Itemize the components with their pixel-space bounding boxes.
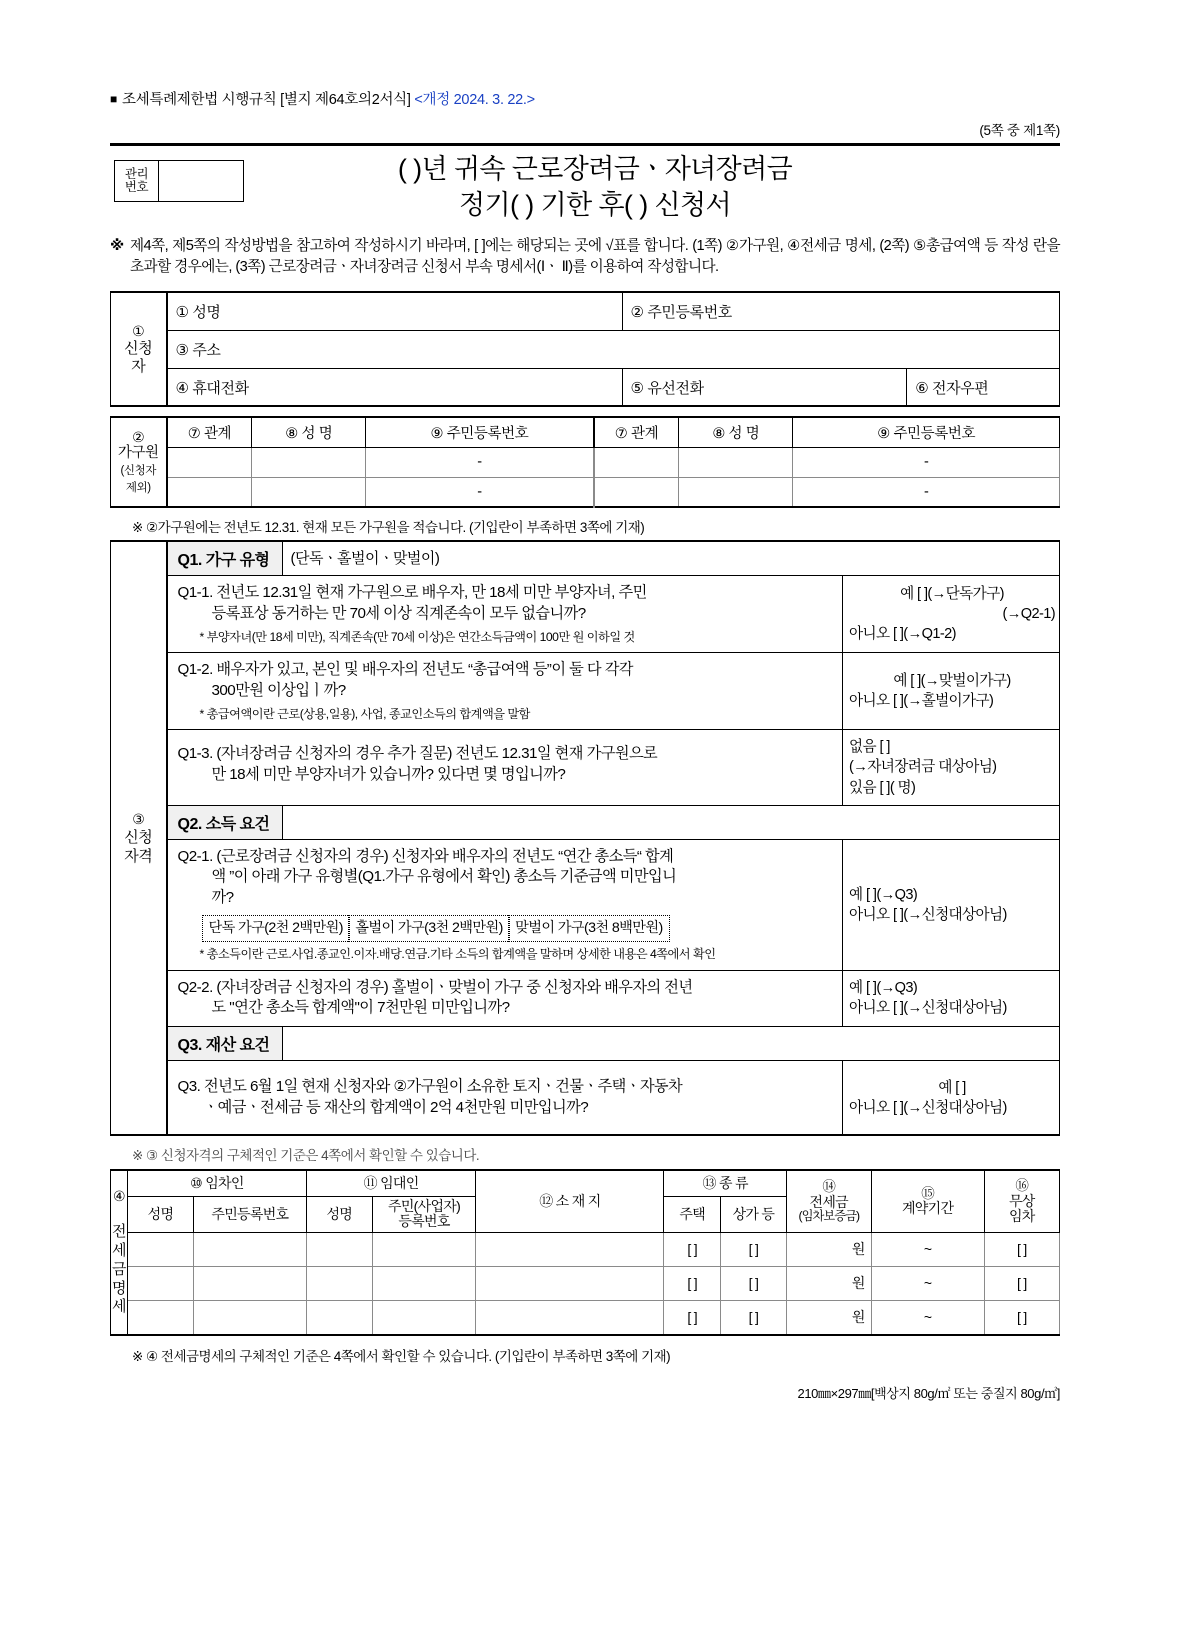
cell-deposit-amount[interactable]: 원 (786, 1267, 871, 1301)
q3-answers[interactable] (843, 1061, 1059, 1134)
q2-2-row (168, 971, 1060, 1027)
header-contract-period (871, 1170, 984, 1232)
applicant-section-label: 신청자 (124, 339, 153, 375)
q1-2-answer-yes[interactable]: 예 [ ](→맞벌이가구) (893, 673, 1011, 690)
header-tenant: ⑩ 임차인 (128, 1170, 307, 1196)
field-email-label: ⑥ 전자우편 (907, 368, 1060, 406)
header-contract-number: ⑮ (921, 1186, 935, 1202)
q1-3-answer-none-note: (→자녀장려금 대상아님) (849, 759, 997, 776)
management-number-input[interactable] (159, 161, 243, 201)
q3-answer-no[interactable]: 아니오 [ ](→신청대상아님) (849, 1099, 1007, 1116)
q1-3-answer-yes[interactable]: 있음 [ ]( 명) (849, 779, 916, 796)
q1-1-answer-yes[interactable]: 예 [ ](→단독가구) (900, 586, 1004, 603)
q2-2-answers[interactable] (843, 971, 1059, 1026)
subheader-shop: 상가 등 (720, 1196, 786, 1232)
header-free-lease (984, 1170, 1059, 1232)
subheader-landlord-name: 성명 (306, 1196, 372, 1232)
q1-1-star: * 부양자녀(만 18세 미만), 직계존속(만 70세 이상)은 연간소득금액이 100만 원 이하일 것 (199, 629, 635, 644)
header-deposit (786, 1170, 871, 1232)
q1-3-answer-none[interactable]: 없음 [ ] (849, 739, 890, 756)
header-landlord: ⑪ 임대인 (306, 1170, 475, 1196)
cell-deposit-amount[interactable]: 원 (786, 1233, 871, 1267)
cell-rrn[interactable]: - (366, 477, 594, 507)
q1-2-line2: 300만원 이상입ㅣ까? (211, 682, 346, 700)
cell-free-lease-check[interactable]: [ ] (984, 1233, 1059, 1267)
q2-2-line2: 도 "연간 총소득 합계액"이 7천만원 미만입니까? (211, 999, 510, 1017)
page-title-line2: 정기( ) 기한 후( ) 신청서 (459, 189, 731, 220)
header-deposit-line1: 전세금 (809, 1193, 848, 1210)
members-section-sub1: (신청자 (120, 465, 157, 478)
paper-specification: 210㎜×297㎜[백상지 80g/㎡ 또는 중질지 80g/㎡] (797, 1385, 1060, 1401)
cell-tenant-rrn[interactable] (193, 1233, 306, 1267)
table-row (111, 477, 1060, 507)
cell-name[interactable] (252, 447, 366, 477)
jeonse-section-number: ④ (112, 1187, 126, 1204)
revision-date: <개정 2024. 3. 22.> (414, 92, 535, 108)
q2-2-answer-no[interactable]: 아니오 [ ](→신청대상아님) (849, 1000, 1007, 1017)
q2-2-text (168, 971, 844, 1026)
cell-name[interactable] (679, 447, 793, 477)
q2-1-row (168, 840, 1060, 971)
cell-contract-period[interactable]: ~ (871, 1301, 984, 1335)
subheader-bizno-line1: 주민(사업자) (388, 1197, 461, 1214)
cell-relation[interactable] (594, 477, 679, 507)
q1-3-text (168, 730, 844, 804)
cell-name[interactable] (252, 477, 366, 507)
header-free-lease-line2: 임차 (1008, 1208, 1035, 1225)
q2-2-answer-yes[interactable]: 예 [ ](→Q3) (849, 980, 918, 997)
cell-free-lease-check[interactable]: [ ] (984, 1301, 1059, 1335)
q3-answer-yes[interactable]: 예 [ ] (938, 1079, 966, 1096)
col-name-2: ⑧ 성 명 (679, 417, 793, 447)
management-number-label (115, 161, 159, 201)
cell-tenant-rrn[interactable] (193, 1301, 306, 1335)
cell-house-check[interactable]: [ ] (664, 1233, 721, 1267)
cell-contract-period[interactable]: ~ (871, 1233, 984, 1267)
q3-line1: Q3. 전년도 6월 1일 현재 신청자와 ②가구원이 소유한 토지ㆍ건물ㆍ주택ㆍ자동차 (177, 1077, 683, 1095)
cell-relation[interactable] (167, 477, 252, 507)
q2-2-line1: Q2-2. (자녀장려금 신청자의 경우) 홀벌이ㆍ맞벌이 가구 중 신청자와 배우자의 전년 (177, 978, 693, 996)
col-relation-1: ⑦ 관계 (167, 417, 252, 447)
cell-rrn[interactable]: - (366, 447, 594, 477)
jeonse-section-label1: 전세금 (112, 1223, 126, 1278)
field-rrn-label: ② 주민등록번호 (622, 292, 1059, 330)
cell-shop-check[interactable]: [ ] (720, 1233, 786, 1267)
col-rrn-2: ⑨ 주민등록번호 (793, 417, 1060, 447)
qualification-content (167, 541, 1060, 1135)
header-contract-label: 계약기간 (901, 1200, 954, 1217)
cell-relation[interactable] (167, 447, 252, 477)
cell-shop-check[interactable]: [ ] (720, 1267, 786, 1301)
table-row (111, 330, 1060, 368)
q3-row (168, 1061, 1060, 1134)
col-rrn-1: ⑨ 주민등록번호 (366, 417, 594, 447)
cell-contract-period[interactable]: ~ (871, 1267, 984, 1301)
q2-1-line3: 까? (211, 889, 234, 907)
title-block (110, 152, 1060, 224)
cell-deposit-amount[interactable]: 원 (786, 1301, 871, 1335)
cell-rrn[interactable]: - (793, 447, 1060, 477)
household-members-table (110, 416, 1060, 508)
cell-tenant-name[interactable] (128, 1301, 194, 1335)
header-location: ⑫ 소 재 지 (476, 1170, 664, 1232)
q1-tag: Q1. 가구 유형 (168, 542, 283, 575)
table-row (111, 1170, 1060, 1196)
field-name-label: ① 성명 (167, 292, 623, 330)
cell-relation[interactable] (594, 447, 679, 477)
notice-text: 제4쪽, 제5쪽의 작성방법을 참고하여 작성하시기 바라며, [ ]에는 해당되는 곳에 √표를 합니다. (1쪽) ②가구원, ④전세금 명세, (2쪽) ⑤총급여액 등 작성 란을 초과할 경우에는, (3쪽) 근로장려금ㆍ자녀장려금 신청서 부속 명세서(Ⅰㆍ Ⅱ)를 이용하여 작성합니다. (130, 238, 1060, 275)
q1-2-row (168, 653, 1060, 730)
q1-2-answers[interactable] (843, 653, 1059, 729)
threshold-dual-earner: 맞벌이 가구(3천 8백만원) (508, 915, 669, 942)
field-mobile-label: ④ 휴대전화 (167, 368, 623, 406)
subheader-landlord-bizno (372, 1196, 476, 1232)
cell-free-lease-check[interactable]: [ ] (984, 1267, 1059, 1301)
q2-1-text (168, 840, 844, 970)
cell-name[interactable] (679, 477, 793, 507)
header-deposit-line2: (임차보증금) (798, 1209, 860, 1224)
qualification-note: ※ ③ 신청자격의 구체적인 기준은 4쪽에서 확인할 수 있습니다. (132, 1148, 480, 1164)
bullet-square-icon: ■ (110, 92, 117, 106)
header-type: ⑬ 종 류 (664, 1170, 786, 1196)
q2-tag: Q2. 소득 요건 (168, 806, 283, 839)
col-relation-2: ⑦ 관계 (594, 417, 679, 447)
jeonse-section-label2: 명세 (112, 1279, 126, 1316)
subheader-bizno-line2: 등록번호 (398, 1213, 450, 1230)
q3-tag-row (168, 1027, 1060, 1061)
q1-1-row (168, 576, 1060, 653)
table-row (111, 541, 1060, 1135)
q2-1-star: * 총소득이란 근로.사업.종교인.이자.배당.연금.기타 소득의 합계액을 말하며 상세한 내용은 4쪽에서 확인 (199, 947, 716, 962)
q2-1-answers[interactable] (843, 840, 1059, 970)
cell-tenant-rrn[interactable] (193, 1267, 306, 1301)
members-section-label: 가구원 (117, 445, 159, 462)
qualification-table (110, 540, 1060, 1136)
q2-1-answer-yes[interactable]: 예 [ ](→Q3) (849, 886, 918, 903)
q1-3-line1: Q1-3. (자녀장려금 신청자의 경우 추가 질문) 전년도 12.31일 현재 가구원으로 (177, 745, 658, 763)
q1-2-text (168, 653, 844, 729)
header-free-lease-line1: 무상 (1008, 1192, 1035, 1209)
table-row (111, 1301, 1060, 1335)
header-deposit-number: ⑭ (822, 1179, 836, 1195)
cell-location[interactable] (476, 1301, 664, 1335)
cell-landlord-bizno[interactable] (372, 1267, 476, 1301)
qualification-section-label1: 신청 (124, 828, 153, 846)
applicant-section-number: ① (132, 323, 145, 340)
subheader-tenant-name: 성명 (128, 1196, 194, 1232)
q1-1-answer-goto: (→Q2-1) (1002, 606, 1055, 623)
q1-3-line2: 만 18세 미만 부양자녀가 있습니까? 있다면 몇 명입니까? (211, 765, 566, 783)
q2-1-line2: 액 ”이 아래 가구 유형별(Q1.가구 유형에서 확인) 총소득 기준금액 미만입니 (211, 868, 677, 886)
q1-1-line2: 등록표상 동거하는 만 70세 이상 직계존속이 모두 없습니까? (211, 605, 586, 623)
form-reference-line (110, 88, 1060, 109)
q2-1-answer-no[interactable]: 아니오 [ ](→신청대상아님) (849, 906, 1007, 923)
subheader-tenant-rrn: 주민등록번호 (193, 1196, 306, 1232)
qualification-section-header (111, 541, 167, 1135)
cell-tenant-name[interactable] (128, 1233, 194, 1267)
qualification-section-number: ③ (132, 810, 145, 827)
threshold-single-earner: 홀벌이 가구(3천 2백만원) (348, 915, 509, 942)
table-row (111, 447, 1060, 477)
table-row (111, 417, 1060, 447)
cell-landlord-name[interactable] (306, 1301, 372, 1335)
cell-house-check[interactable]: [ ] (664, 1267, 721, 1301)
col-name-1: ⑧ 성 명 (252, 417, 366, 447)
qualification-section-label2: 자격 (124, 848, 153, 866)
q2-tag-rest (283, 806, 1059, 839)
field-address-label: ③ 주소 (167, 330, 1060, 368)
cell-landlord-name[interactable] (306, 1233, 372, 1267)
members-section-header (111, 417, 167, 507)
members-note: ※ ②가구원에는 전년도 12.31. 현재 모든 가구원을 적습니다. (기입란이 부족하면 3쪽에 기재) (132, 520, 645, 536)
q2-tag-row (168, 806, 1060, 840)
q1-tag-rest: (단독ㆍ홀벌이ㆍ맞벌이) (290, 550, 440, 568)
page-title-line1: ( )년 귀속 근로장려금ㆍ자녀장려금 (397, 154, 793, 184)
q1-1-answers[interactable] (843, 576, 1059, 652)
members-section-sub2: 제외) (125, 482, 151, 495)
jeonse-details-table (110, 1169, 1060, 1335)
q1-3-row (168, 730, 1060, 805)
cell-tenant-name[interactable] (128, 1267, 194, 1301)
q1-1-line1: Q1-1. 전년도 12.31일 현재 가구원으로 배우자, 만 18세 미만 부양자녀, 주민 (177, 584, 647, 602)
page-title (110, 152, 1060, 223)
cell-landlord-bizno[interactable] (372, 1301, 476, 1335)
table-row (111, 292, 1060, 330)
form-reference-text: 조세특례제한법 시행규칙 [별지 제64호의2서식] (121, 92, 411, 108)
cell-landlord-name[interactable] (306, 1267, 372, 1301)
notice-mark: ※ (110, 238, 124, 254)
cell-shop-check[interactable]: [ ] (720, 1301, 786, 1335)
cell-location[interactable] (476, 1233, 664, 1267)
table-row (111, 368, 1060, 406)
q2-1-line1: Q2-1. (근로장려금 신청자의 경우) 신청자와 배우자의 전년도 “연간 총소득“ 합계 (177, 847, 674, 865)
q3-tag-rest (283, 1027, 1059, 1060)
q3-line2: ㆍ예금ㆍ전세금 등 재산의 합계액이 2억 4천만원 미만입니까? (203, 1098, 589, 1116)
mgmt-label-line1: 관리 (124, 166, 149, 181)
members-section-number: ② (132, 428, 145, 445)
table-row (111, 1267, 1060, 1301)
table-row (111, 1233, 1060, 1267)
page-indicator: (5쪽 중 제1쪽) (979, 123, 1060, 138)
subheader-house: 주택 (664, 1196, 721, 1232)
q3-text (168, 1061, 844, 1134)
q1-2-star: * 총급여액이란 근로(상용,일용), 사업, 종교인소득의 합계액을 말함 (199, 706, 530, 721)
header-divider (110, 143, 1060, 146)
q1-1-text (168, 576, 844, 652)
header-free-lease-number: ⑯ (1015, 1178, 1029, 1194)
q1-2-answer-no[interactable]: 아니오 [ ](→홀벌이가구) (849, 693, 994, 710)
jeonse-section-header (111, 1170, 128, 1334)
cell-landlord-bizno[interactable] (372, 1233, 476, 1267)
management-number-box (114, 160, 244, 202)
applicant-section-header (111, 292, 167, 406)
q1-3-answers[interactable] (843, 730, 1059, 804)
q3-tag: Q3. 재산 요건 (168, 1027, 283, 1060)
applicant-table (110, 291, 1060, 407)
field-landline-label: ⑤ 유선전화 (622, 368, 907, 406)
jeonse-note: ※ ④ 전세금명세의 구체적인 기준은 4쪽에서 확인할 수 있습니다. (기입란이 부족하면 3쪽에 기재) (132, 1348, 671, 1364)
cell-rrn[interactable]: - (793, 477, 1060, 507)
q1-tag-row (168, 542, 1060, 576)
cell-location[interactable] (476, 1267, 664, 1301)
form-page (110, 88, 1060, 1402)
q1-1-answer-no[interactable]: 아니오 [ ](→Q1-2) (849, 626, 956, 643)
q1-2-line1: Q1-2. 배우자가 있고, 본인 및 배우자의 전년도 “총급여액 등”이 둘 다 각각 (177, 661, 633, 679)
cell-house-check[interactable]: [ ] (664, 1301, 721, 1335)
threshold-single: 단독 가구(2천 2백만원) (202, 915, 350, 942)
instructions-notice (110, 236, 1060, 277)
q2-1-threshold-boxes (202, 915, 833, 942)
mgmt-label-line2: 번호 (124, 180, 149, 194)
